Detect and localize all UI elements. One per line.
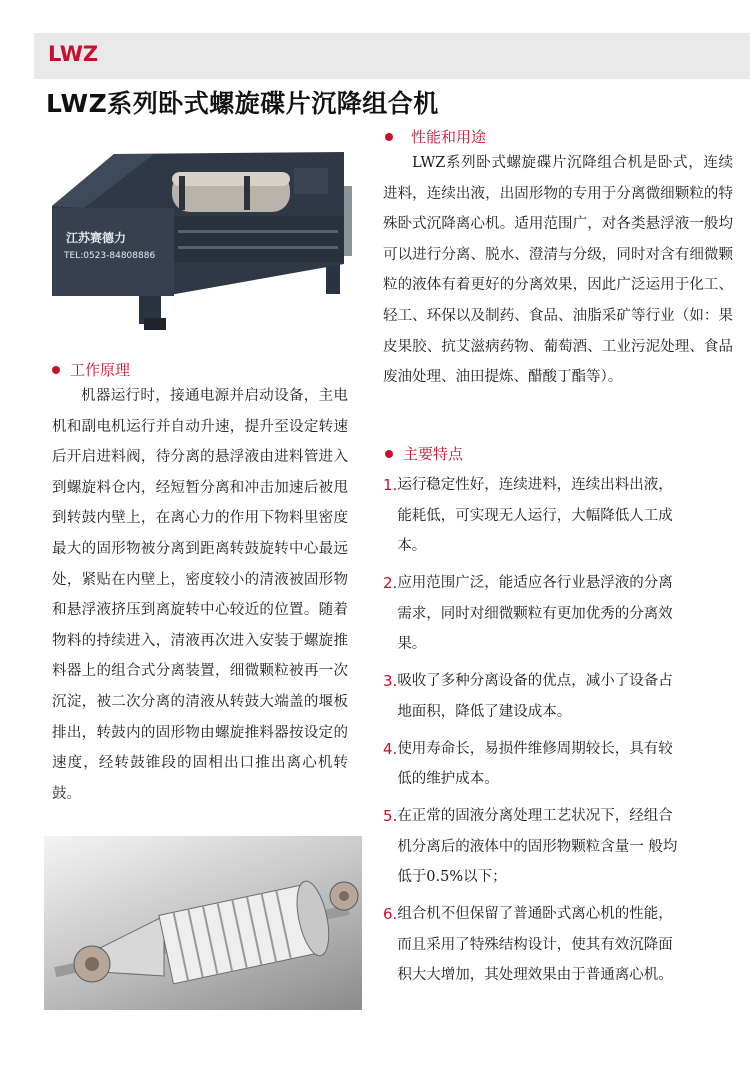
feature-number: 3. [383, 672, 398, 690]
section-heading-text: 主要特点 [403, 445, 464, 463]
feature-item [383, 734, 685, 795]
feature-item [383, 899, 685, 991]
feature-text: 应用范围广泛，能适应各行业悬浮液的分离需求，同时对细微颗粒有更加优秀的分离效果。 [397, 575, 673, 652]
feature-text: 在正常的固液分离处理工艺状况下，经组合机分离后的液体中的固形物颗粒含量一 般均低于0.5%以下； [397, 808, 678, 885]
feature-number: 1. [383, 476, 398, 494]
section-heading-text: 性能和用途 [411, 128, 487, 146]
feature-text: 运行稳定性好，连续进料，连续出料出液，能耗低，可实现无人运行，大幅降低人工成本。 [397, 477, 673, 554]
rotor-3d-render [44, 836, 362, 1010]
section-heading-text: 工作原理 [70, 361, 131, 379]
feature-number: 6. [383, 905, 398, 923]
feature-item [383, 568, 685, 660]
rotor-render-illustration [44, 836, 362, 1010]
section-heading-features [385, 443, 463, 464]
machine-logo-text: 江苏赛德力 [66, 231, 127, 245]
model-bar [34, 33, 750, 79]
feature-item [383, 470, 685, 562]
feature-number: 5. [383, 807, 398, 825]
feature-text: 使用寿命长，易损件维修周期较长，具有较低的维护成本。 [397, 740, 673, 787]
bullet-dot-icon [385, 450, 393, 458]
section-heading-performance [385, 126, 486, 147]
machine-tel-text: TEL:0523-84808886 [64, 251, 156, 261]
decanter-machine-illustration [44, 146, 362, 334]
feature-number: 4. [383, 739, 398, 758]
feature-text: 组合机不但保留了普通卧式离心机的性能，而且采用了特殊结构设计，使其有效沉降面积大大增加，其处理效果由于普通离心机。 [397, 906, 673, 983]
decanter-machine-photo [44, 146, 362, 334]
working-paragraph: 机器运行时，接通电源并启动设备，主电机和副电机运行并自动升速，提升至设定转速后开启进料阀，待分离的悬浮液由进料管进入到螺旋料仓内，经短暂分离和冲击加速后被甩到转鼓内壁上，在离心力的作用下物料里密度最大的固形物被分离到距离转鼓旋转中心最远处，紧贴在内壁上，密度较小的清液被固形物和悬浮液挤压到离旋转中心较近的位置。随着物料的持续进入，清液再次进入安装于螺旋推料器上的组合式分离装置，细微颗粒被再一次沉淀，被二次分离的清液从转鼓大端盖的堰板排出，转鼓内的固形物由螺旋推料器按设定的速度，经转鼓锥段的固相出口推出离心机转鼓。 [52, 388, 348, 802]
bullet-dot-icon [52, 366, 60, 374]
feature-item [383, 666, 685, 727]
features-list [383, 470, 685, 997]
performance-paragraph: LWZ系列卧式螺旋碟片沉降组合机是卧式，连续进料，连续出液，出固形物的专用于分离微细颗粒的特殊卧式沉降离心机。适用范围广，对各类悬浮液一般均可以进行分离、脱水、澄清与分级，同时对含有细微颗粒的液体有着更好的分离效果，因此广泛运用于化工、轻工、环保以及制药、食品、油脂采矿等行业（如：果皮果胶、抗艾滋病药物、葡萄酒、工业污泥处理、食品废油处理、油田提炼、醋酸丁酯等）。 [383, 155, 733, 386]
section-heading-working [52, 359, 130, 380]
bullet-dot-icon [385, 133, 393, 141]
model-code: LWZ [48, 42, 99, 66]
feature-number: 2. [383, 574, 398, 592]
feature-item [383, 801, 685, 893]
feature-text: 吸收了多种分离设备的优点，减小了设备占地面积，降低了建设成本。 [397, 673, 673, 720]
page-title: LWZ系列卧式螺旋碟片沉降组合机 [46, 89, 439, 118]
